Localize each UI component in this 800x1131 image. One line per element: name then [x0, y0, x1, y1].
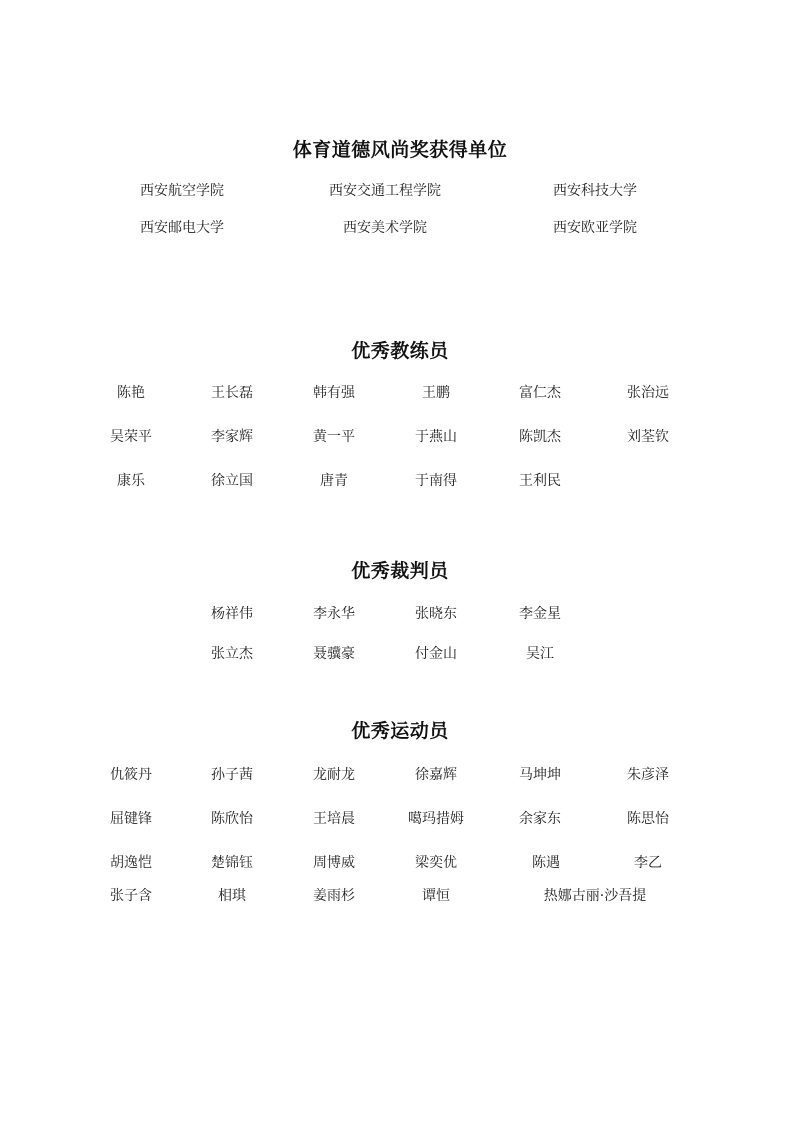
- athlete-name: 朱彦泽: [627, 767, 669, 783]
- referee-name: 付金山: [415, 646, 457, 662]
- referee-name: 张晓东: [415, 606, 457, 622]
- coach-name: 富仁杰: [519, 385, 561, 401]
- coach-name: 康乐: [117, 473, 145, 489]
- coach-name: 陈凯杰: [519, 429, 561, 445]
- athlete-name: 李乙: [634, 855, 662, 871]
- outstanding-coaches-title: 优秀教练员: [351, 340, 449, 362]
- referee-name: 李金星: [519, 606, 561, 622]
- athlete-name: 陈思怡: [627, 811, 669, 827]
- outstanding-referees-title: 优秀裁判员: [351, 560, 449, 582]
- coach-name: 于燕山: [415, 429, 457, 445]
- coach-name: 王利民: [519, 473, 561, 489]
- coach-name: 徐立国: [211, 473, 253, 489]
- coach-name: 刘荃钦: [627, 429, 669, 445]
- athlete-name: 王培晨: [313, 811, 355, 827]
- coach-name: 黄一平: [313, 429, 355, 445]
- coach-name: 唐青: [320, 473, 348, 489]
- athlete-name: 周博威: [313, 855, 355, 871]
- athlete-name: 马坤坤: [519, 767, 561, 783]
- coach-name: 王长磊: [211, 385, 253, 401]
- athlete-name: 热娜古丽·沙吾提: [543, 888, 647, 904]
- award-unit: 西安欧亚学院: [553, 220, 637, 236]
- athlete-name: 屈键锋: [110, 811, 152, 827]
- athlete-name: 噶玛措姆: [408, 811, 464, 827]
- athlete-name: 相琪: [218, 888, 246, 904]
- sportsmanship-award-title: 体育道德风尚奖获得单位: [292, 139, 508, 161]
- award-unit: 西安科技大学: [553, 183, 637, 199]
- athlete-name: 梁奕优: [415, 855, 457, 871]
- referee-name: 吴江: [526, 646, 554, 662]
- referee-name: 杨祥伟: [211, 606, 253, 622]
- athlete-name: 孙子茜: [211, 767, 253, 783]
- athlete-name: 陈遇: [532, 855, 560, 871]
- coach-name: 陈艳: [117, 385, 145, 401]
- coach-name: 吴荣平: [110, 429, 152, 445]
- referee-name: 聂骥豪: [313, 646, 355, 662]
- award-unit: 西安美术学院: [343, 220, 427, 236]
- outstanding-athletes-title: 优秀运动员: [351, 720, 449, 742]
- coach-name: 王鹏: [422, 385, 450, 401]
- award-unit: 西安航空学院: [140, 183, 224, 199]
- athlete-name: 姜雨杉: [313, 888, 355, 904]
- referee-name: 张立杰: [211, 646, 253, 662]
- athlete-name: 余家东: [519, 811, 561, 827]
- athlete-name: 陈欣怡: [211, 811, 253, 827]
- coach-name: 韩有强: [313, 385, 355, 401]
- athlete-name: 龙耐龙: [313, 767, 355, 783]
- coach-name: 李家辉: [211, 429, 253, 445]
- award-unit: 西安邮电大学: [140, 220, 224, 236]
- referee-name: 李永华: [313, 606, 355, 622]
- coach-name: 张治远: [627, 385, 669, 401]
- athlete-name: 楚锦钰: [211, 855, 253, 871]
- athlete-name: 徐嘉辉: [415, 767, 457, 783]
- coach-name: 于南得: [415, 473, 457, 489]
- award-unit: 西安交通工程学院: [329, 183, 441, 199]
- athlete-name: 张子含: [110, 888, 152, 904]
- athlete-name: 谭恒: [422, 888, 450, 904]
- athlete-name: 胡逸恺: [110, 855, 152, 871]
- athlete-name: 仇筱丹: [110, 767, 152, 783]
